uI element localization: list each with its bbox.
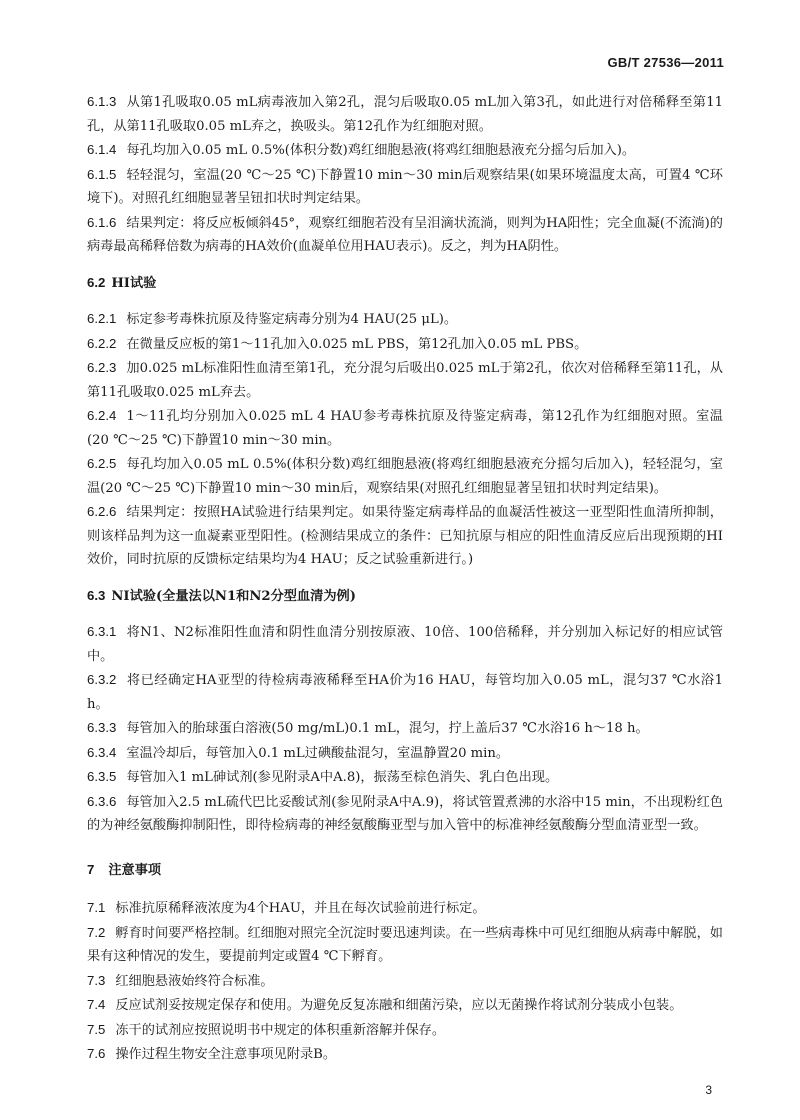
clause-text: 从第1孔吸取0.05 mL病毒液加入第2孔，混匀后吸取0.05 mL加入第3孔，如此进行对倍稀释至第11孔，从第11孔吸取0.05 mL弃之，换吸头。第12孔作为红细胞对照。	[87, 95, 723, 134]
clause-text: 反应试剂妥按规定保存和使用。为避免反复冻融和细菌污染，应以无菌操作将试剂分装成小包装。	[115, 998, 683, 1013]
clause-number: 7.4	[87, 997, 106, 1012]
clause-6-1-5	[87, 163, 723, 211]
clause-text: 结果判定：按照HA试验进行结果判定。如果待鉴定病毒样品的血凝活性被这一亚型阳性血清所抑制，则该样品判为这一血凝素亚型阳性。(检测结果成立的条件：已知抗原与相应的阳性血清反应后出现预期的HI效价，同时抗原的反馈标定结果均为4 HAU；反之试验重新进行。)	[87, 505, 723, 567]
clause-number: 7.1	[87, 900, 106, 915]
section-number: 6.2	[87, 274, 106, 290]
section-title: 注意事项	[108, 862, 162, 878]
clause-number: 7.2	[87, 924, 106, 940]
clause-6-1-6	[87, 211, 723, 259]
section-number: 7	[87, 861, 95, 877]
clause-6-3-1	[87, 620, 723, 668]
clause-group-6-1	[87, 90, 723, 259]
section-heading-6-3	[87, 584, 723, 609]
section-number: 6.3	[87, 587, 106, 603]
clause-6-2-2	[87, 332, 723, 357]
page-number: 3	[705, 1083, 712, 1097]
clause-number: 6.3.5	[87, 769, 117, 784]
clause-number: 7.3	[87, 972, 106, 988]
clause-group-6-2	[87, 307, 723, 572]
clause-text: 将N1、N2标准阳性血清和阴性血清分别按原液、10倍、100倍稀释，并分别加入标记好的相应试管中。	[87, 625, 723, 664]
clause-text: 红细胞悬液始终符合标准。	[115, 973, 274, 989]
clause-text: 1～11孔均分别加入0.025 mL 4 HAU参考毒株抗原及待鉴定病毒，第12孔作为红细胞对照。室温(20 ℃～25 ℃)下静置10 min～30 min。	[87, 409, 723, 448]
clause-6-2-3	[87, 356, 723, 404]
clause-text: 每管加入2.5 mL硫代巴比妥酸试剂(参见附录A中A.9)，将试管置煮沸的水浴中15 min，不出现粉红色的为神经氨酸酶抑制阳性，即待检病毒的神经氨酸酶亚型与加入管中的标准神经氨酸酶分型血清亚型一致。	[87, 794, 723, 833]
clause-6-2-5	[87, 452, 723, 500]
section-heading-7	[87, 858, 723, 883]
clause-number: 6.3.1	[87, 624, 117, 639]
clause-group-7	[87, 896, 723, 1067]
clause-6-3-2	[87, 668, 723, 716]
clause-6-3-6	[87, 790, 723, 838]
clause-7-5	[87, 1018, 723, 1043]
clause-7-1	[87, 896, 723, 921]
section-title: HI试验	[111, 275, 157, 291]
standard-number: GB/T 27536—2011	[607, 55, 724, 70]
clause-7-2	[87, 921, 723, 969]
clause-text: 孵育时间要严格控制。红细胞对照完全沉淀时要迅速判读。在一些病毒株中可见红细胞从病毒中解脱，如果有这种情况的发生，要提前判定或置4 ℃下孵育。	[87, 925, 723, 964]
clause-number: 7.6	[87, 1046, 106, 1061]
clause-number: 6.3.2	[87, 672, 117, 687]
clause-6-3-5	[87, 765, 723, 790]
clause-number: 6.2.5	[87, 456, 117, 471]
clause-group-6-3	[87, 620, 723, 838]
clause-text: 室温冷却后，每管加入0.1 mL过碘酸盐混匀，室温静置20 min。	[126, 745, 510, 761]
clause-number: 6.1.3	[87, 94, 117, 109]
document-body	[87, 90, 723, 1067]
clause-6-3-3	[87, 716, 723, 741]
clause-number: 6.1.6	[87, 214, 117, 230]
clause-number: 6.3.3	[87, 720, 117, 735]
clause-number: 6.3.4	[87, 744, 117, 760]
clause-6-1-3	[87, 90, 723, 138]
clause-text: 在微量反应板的第1～11孔加入0.025 mL PBS，第12孔加入0.05 mL PBS。	[126, 336, 588, 352]
clause-number: 6.2.1	[87, 311, 117, 326]
clause-text: 每孔均加入0.05 mL 0.5%(体积分数)鸡红细胞悬液(将鸡红细胞悬液充分摇匀后加入)。	[126, 143, 636, 158]
clause-text: 操作过程生物安全注意事项见附录B。	[115, 1047, 337, 1062]
section-heading-6-2	[87, 271, 723, 296]
clause-number: 6.3.6	[87, 793, 117, 809]
clause-text: 轻轻混匀，室温(20 ℃～25 ℃)下静置10 min～30 min后观察结果(如果环境温度太高，可置4 ℃环境下)。对照孔红细胞显著呈钮扣状时判定结果。	[87, 167, 723, 206]
section-title: NI试验(全量法以N1和N2分型血清为例)	[111, 588, 356, 604]
clause-6-3-4	[87, 741, 723, 766]
clause-text: 标定参考毒株抗原及待鉴定病毒分别为4 HAU(25 μL)。	[126, 312, 458, 327]
clause-number: 6.2.2	[87, 335, 117, 351]
clause-number: 7.5	[87, 1021, 106, 1037]
clause-number: 6.1.5	[87, 166, 117, 182]
clause-number: 6.1.4	[87, 142, 117, 157]
clause-text: 每管加入1 mL砷试剂(参见附录A中A.8)，振荡至棕色消失、乳白色出现。	[126, 770, 559, 785]
clause-6-2-6	[87, 500, 723, 572]
clause-number: 6.2.4	[87, 408, 117, 423]
clause-text: 将已经确定HA亚型的待检病毒液稀释至HA价为16 HAU，每管均加入0.05 mL，混匀37 ℃水浴1 h。	[87, 673, 723, 712]
clause-number: 6.2.6	[87, 504, 117, 519]
clause-6-2-1	[87, 307, 723, 332]
clause-text: 加0.025 mL标准阳性血清至第1孔，充分混匀后吸出0.025 mL于第2孔，依次对倍稀释至第11孔，从第11孔吸取0.025 mL弃去。	[87, 361, 723, 400]
clause-text: 标准抗原稀释液浓度为4个HAU，并且在每次试验前进行标定。	[115, 901, 486, 916]
clause-7-4	[87, 993, 723, 1018]
clause-7-3	[87, 969, 723, 994]
clause-number: 6.2.3	[87, 360, 117, 375]
clause-text: 冻干的试剂应按照说明书中规定的体积重新溶解并保存。	[115, 1022, 446, 1038]
clause-text: 每管加入的胎球蛋白溶液(50 mg/mL)0.1 mL，混匀，拧上盖后37 ℃水浴16 h～18 h。	[126, 721, 649, 736]
clause-6-1-4	[87, 138, 723, 163]
clause-7-6	[87, 1042, 723, 1067]
clause-text: 每孔均加入0.05 mL 0.5%(体积分数)鸡红细胞悬液(将鸡红细胞悬液充分摇匀后加入)，轻轻混匀，室温(20 ℃～25 ℃)下静置10 min～30 min后，观察结果(对照孔红细胞显著呈钮扣状时判定结果)。	[87, 457, 723, 496]
clause-text: 结果判定：将反应板倾斜45°，观察红细胞若没有呈泪滴状流淌，则判为HA阳性；完全血凝(不流淌)的病毒最高稀释倍数为病毒的HA效价(血凝单位用HAU表示)。反之，判为HA阴性。	[87, 215, 723, 254]
clause-6-2-4	[87, 404, 723, 452]
